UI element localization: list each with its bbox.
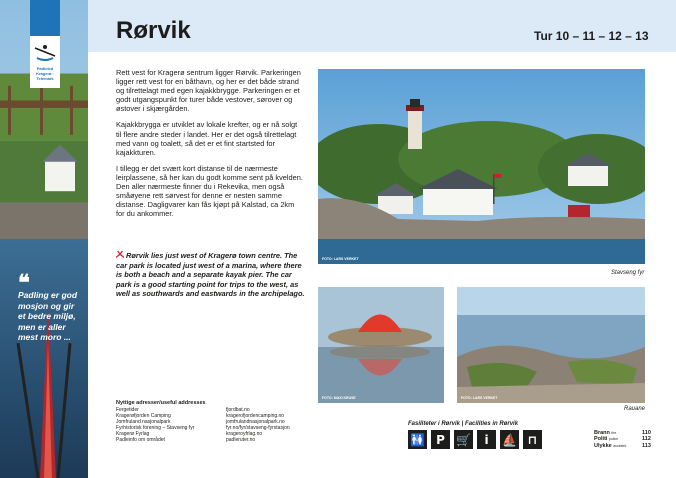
address-name: Padleinfo om området <box>116 437 165 443</box>
photo-caption: Stavseng fyr <box>611 270 645 276</box>
shopping-cart-icon: 🛒 <box>454 430 473 449</box>
english-text: Rørvik lies just west of Kragerø town centre. The car park is located just west of a marina, where there is both a beach and a separate kayak pier. The car park is a good starting point for trips to the west, as well as southwards and eastwards in the archipelago. <box>116 251 305 299</box>
photo-credit: FOTO: MAXI KRUSE <box>322 396 356 400</box>
addresses-title: Nyttige adresser/useful addresses <box>116 400 206 406</box>
emergency-name: Ulykke accident <box>594 442 627 449</box>
quote-mark-icon: ❝ <box>18 270 30 295</box>
body-paragraph: Rett vest for Kragerø sentrum ligger Rørvik. Parkeringen ligger rett vest for en båthavn, og her er det både strand og tilrettelagt med egen kajakkbrygge. Parkeringen er et godt utgangspunkt for turer både vestover, sørover og østover i skjærgården. <box>116 68 301 114</box>
address-link[interactable]: fjordbat.no <box>226 407 250 413</box>
logo-text: Padleled Kragerø · Telemark <box>36 66 54 81</box>
address-link[interactable]: kragerofjordencamping.no <box>226 413 285 419</box>
tent-photo <box>318 287 444 403</box>
uk-flag-icon <box>116 251 124 259</box>
address-link[interactable]: jomfrulandnasjonalpark.no <box>226 419 285 425</box>
header-band <box>0 0 676 52</box>
kayak-launch-icon: ⛵ <box>500 430 519 449</box>
emergency-row <box>594 443 651 449</box>
lighthouse-photo <box>318 69 645 264</box>
emergency-numbers <box>594 430 651 449</box>
body-text <box>116 68 304 225</box>
sidebar-quote: Padling er god mosjon og gir et bedre miljø, men er aller mest moro ... <box>18 290 78 342</box>
logo-banner <box>30 0 60 36</box>
parking-icon: P <box>431 430 450 449</box>
paddler-icon <box>33 40 57 64</box>
emergency-number: 110 <box>642 430 651 436</box>
photo-credit: FOTO: LARS VERKET <box>322 257 359 261</box>
brand-logo <box>30 0 60 88</box>
lighthouse-scene <box>318 69 645 264</box>
address-name: Kragerøfjorden Camping <box>116 413 171 419</box>
address-name: Fyrhistorisk forening – Stavseng fyr <box>116 425 195 431</box>
address-row <box>116 437 416 443</box>
body-paragraph: Kajakkbrygga er utviklet av lokale krefter, og er nå solgt til flere andre steder i landet. Her er det også tilrettelagt med vann og toalett, så det er et fint startsted for kajakkturen. <box>116 120 298 157</box>
emergency-number: 112 <box>642 436 651 443</box>
emergency-name: Brann fire <box>594 430 617 436</box>
facilities-label: Fasiliteter i Rørvik | Facilities in Rørvik <box>408 421 519 427</box>
photo-caption: Rauane <box>624 406 646 412</box>
english-summary <box>116 251 306 299</box>
tent-scene <box>318 287 444 403</box>
picnic-table-icon: ⊓ <box>523 430 542 449</box>
rocks-photo <box>457 287 645 403</box>
sidebar-photo-strip <box>0 0 88 478</box>
facilities-icons <box>408 430 542 449</box>
emergency-name: Politi police <box>594 436 619 443</box>
tour-numbers: Tur 10 – 11 – 12 – 13 <box>534 29 649 43</box>
useful-addresses <box>116 400 416 443</box>
information-icon: i <box>477 430 496 449</box>
address-name: Jomfruland nasjonalpark <box>116 419 171 425</box>
emergency-number: 113 <box>642 442 651 449</box>
page-title: Rørvik <box>116 17 191 44</box>
address-name: Fergetider <box>116 407 139 413</box>
photo-credit: FOTO: LARS VERKET <box>461 396 498 400</box>
address-link[interactable]: krageroyfrlag.no <box>226 431 263 437</box>
address-name: Kragerø Fyrlag <box>116 431 150 437</box>
address-link[interactable]: fyr.no/fyr/stavseng-fyrstasjon <box>226 425 290 431</box>
rocks-scene <box>457 287 645 403</box>
body-paragraph: I tillegg er det svært kort distanse til de nærmeste leirplassene, så her kan du godt komme sent på kvelden. Den aller nærmeste finner du i Rekevika, men også småøyene rett sørvest for denne er nesten samme distanse. Dagligvarer kan fås kjøpt på Kalstad, ca 2km for du ankommer. <box>116 163 303 219</box>
toilet-icon: 🚻 <box>408 430 427 449</box>
address-link[interactable]: padleruter.no <box>226 437 256 443</box>
